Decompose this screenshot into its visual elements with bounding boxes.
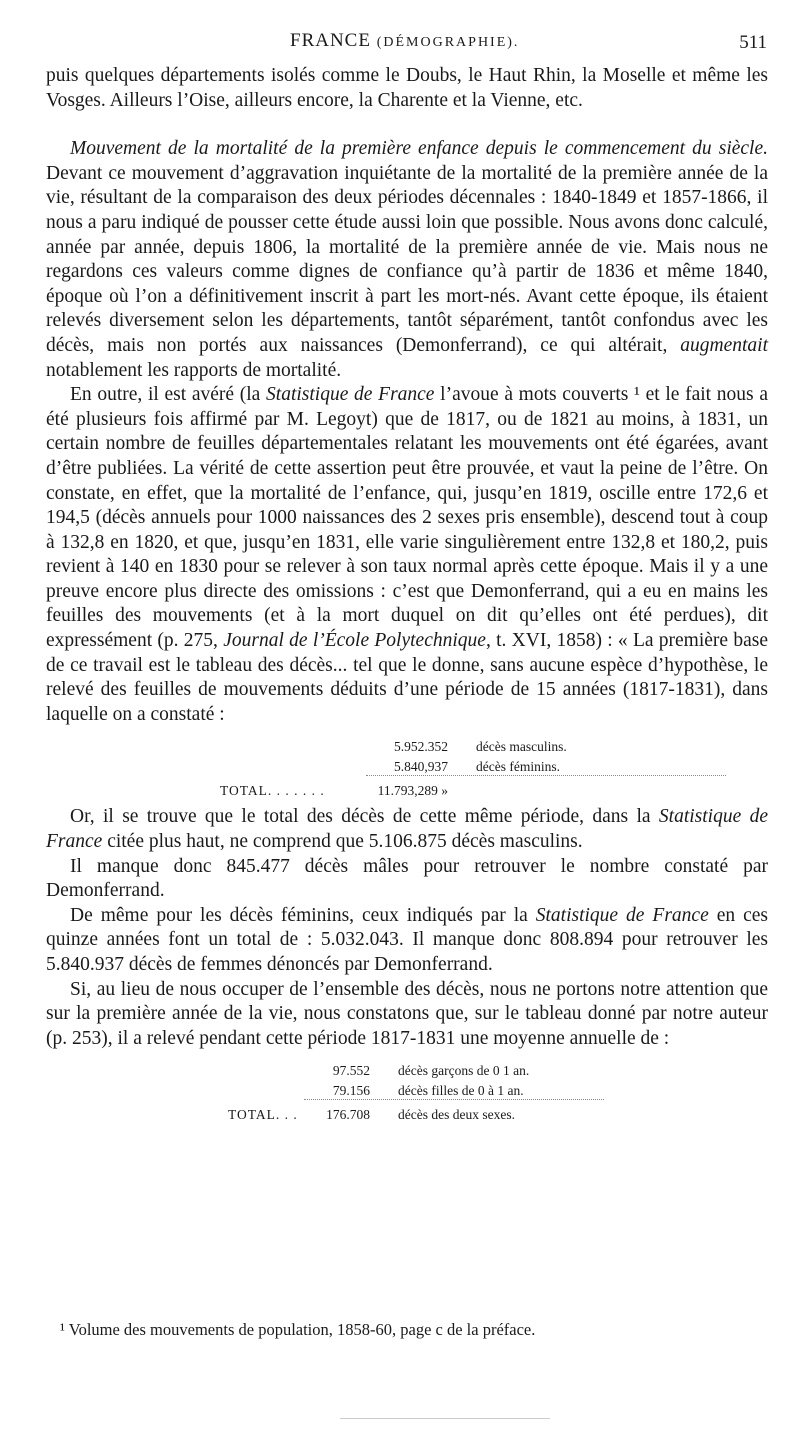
total-value: 11.793,289 » [377,783,448,799]
paragraph-4-citation: Statistique de France [46,806,768,853]
footnote: ¹ Volume des mouvements de population, 1858-60, page c de la préface. [60,1320,536,1339]
table-row [46,1059,768,1079]
table-value: 5.952.352 [394,739,448,755]
header-title-main: FRANCE [290,30,371,51]
table-value: 5.840,937 [394,759,448,775]
paragraph-2 [46,137,768,383]
paragraph-7: Si, au lieu de nous occuper de l’ensemble des décès, nous ne portons notre attention que sur la première année de la vie, nous constatons que, sur le tableau donné par notre auteur (p. 253), il a relevé pendant cette période 1817-1831 une moyenne annuelle de : [46,978,768,1049]
deaths-table-2 [46,1057,768,1129]
page-number: 511 [739,32,767,53]
header-title [290,30,519,52]
paragraph-4 [46,805,768,854]
header-title-sub: (DÉMOGRAPHIE). [376,35,520,50]
table-value: 97.552 [332,1063,370,1079]
table-label: décès filles de 0 à 1 an. [398,1083,524,1099]
table-rule [366,775,726,776]
table-label: décès masculins. [476,739,567,755]
total-value: 176.708 [326,1107,370,1123]
paragraph-3-text-a: En outre, il est avéré (la [70,384,267,406]
paragraph-5: Il manque donc 845.477 décès mâles pour retrouver le nombre constaté par Demonferrand. [46,855,768,902]
total-label: TOTAL. . . . . . . [220,783,325,799]
paragraph-3 [46,383,768,727]
table-row [46,1079,768,1099]
paragraph-1: puis quelques départements isolés comme le Doubs, le Haut Rhin, la Moselle et même les Vosges. Ailleurs l’Oise, ailleurs encore, la Charente et la Vienne, etc. [46,65,768,111]
table-total-row [46,779,768,799]
page-body [46,64,768,1129]
paragraph-3-text-b: l’avoue à mots couverts ¹ et le fait nous a été plusieurs fois affirmé par M. Legoyt) que de 1817, ou de 1821 au moins, à 1831, un certain nombre de feuilles départementales relatant les mouvements ont été égarées, avant d’être publiées. La vérité de cette assertion peut être prouvée, et vaut la peine de l’être. On constate, en effet, que la mortalité de l’enfance, qui, jusqu’en 1819, oscille entre 172,6 et 194,5 (décès annuels pour 1000 naissances des 2 sexes pris ensemble), descend tout à coup à 132,8 en 1820, et que, jusqu’en 1831, elle varie singulièrement entre 132,8 et 180,2, puis revient à 140 en 1830 pour se relever à son taux normal après cette époque. Mais il y a une preuve encore plus directe des omissions : c’est que Demonferrand, qui a eu en mains les feuilles des mouvements (et à la mort duquel on dit qu’elles ont été perdues), dit expressément (p. 275, [46,384,768,652]
paragraph-2-end: notablement les rapports de mortalité. [46,359,342,381]
table-label: décès féminins. [476,759,560,775]
paragraph-6 [46,904,768,978]
paragraph-4-text-a: Or, il se trouve que le total des décès de cette même période, dans la [70,806,659,828]
running-header [0,30,800,60]
deaths-table-1 [46,733,768,805]
paragraph-2-emphasis: augmentait [680,334,769,356]
table-rule [304,1099,604,1100]
table-label: décès garçons de 0 1 an. [398,1063,530,1079]
table-total-row [46,1103,768,1123]
table-row [46,735,768,755]
total-label: TOTAL. . . [228,1107,298,1123]
table-value: 79.156 [332,1083,370,1099]
bottom-divider [340,1418,550,1419]
paragraph-3-citation: Statistique de France [266,384,435,406]
paragraph-6-citation: Statistique de France [535,904,709,926]
paragraph-2-text: Devant ce mouvement d’aggravation inquiétante de la mortalité de la première année de la vie, résultant de la comparaison des deux périodes décennales : 1840-1849 et 1857-1866, il nous a paru indiqué de pousser cette étude aussi loin que possible. Nous avons donc calculé, année par année, depuis 1806, la mortalité de la première année de vie. Mais nous ne regardons ces valeurs comme dignes de confiance qu’à partir de 1836 et même 1840, époque où l’on a définitivement inscrit à part les mort-nés. Avant cette époque, ils étaient relevés diversement selon les départements, tantôt séparément, tantôt confondus avec les décès, mais non portés aux naissances (Demonferrand), ce qui altérait, [46,162,768,356]
paragraph-3-journal: Journal de l’École Polytechnique [223,630,486,652]
paragraph-3-text-c: , t. XVI, 1858) : « La première base de ce travail est le tableau des décès... tel que le donne, sans aucune espèce d’hypothèse, le relevé des feuilles de mouvements déduits d’une période de 15 années (1817-1831), dans laquelle on a constaté : [46,630,768,725]
paragraph-6-text-b: en ces quinze années font un total de : 5.032.043. Il manque donc 808.894 pour retrouver les 5.840.937 décès de femmes dénoncés par Demonferrand. [46,904,768,975]
table-row [46,755,768,775]
paragraph-6-text-a: De même pour les décès féminins, ceux indiqués par la [70,904,536,926]
paragraph-4-text-b: citée plus haut, ne comprend que 5.106.875 décès masculins. [102,831,583,853]
total-note: décès des deux sexes. [398,1107,515,1123]
section-heading: Mouvement de la mortalité de la première enfance depuis le commencement du siècle. [70,138,768,160]
